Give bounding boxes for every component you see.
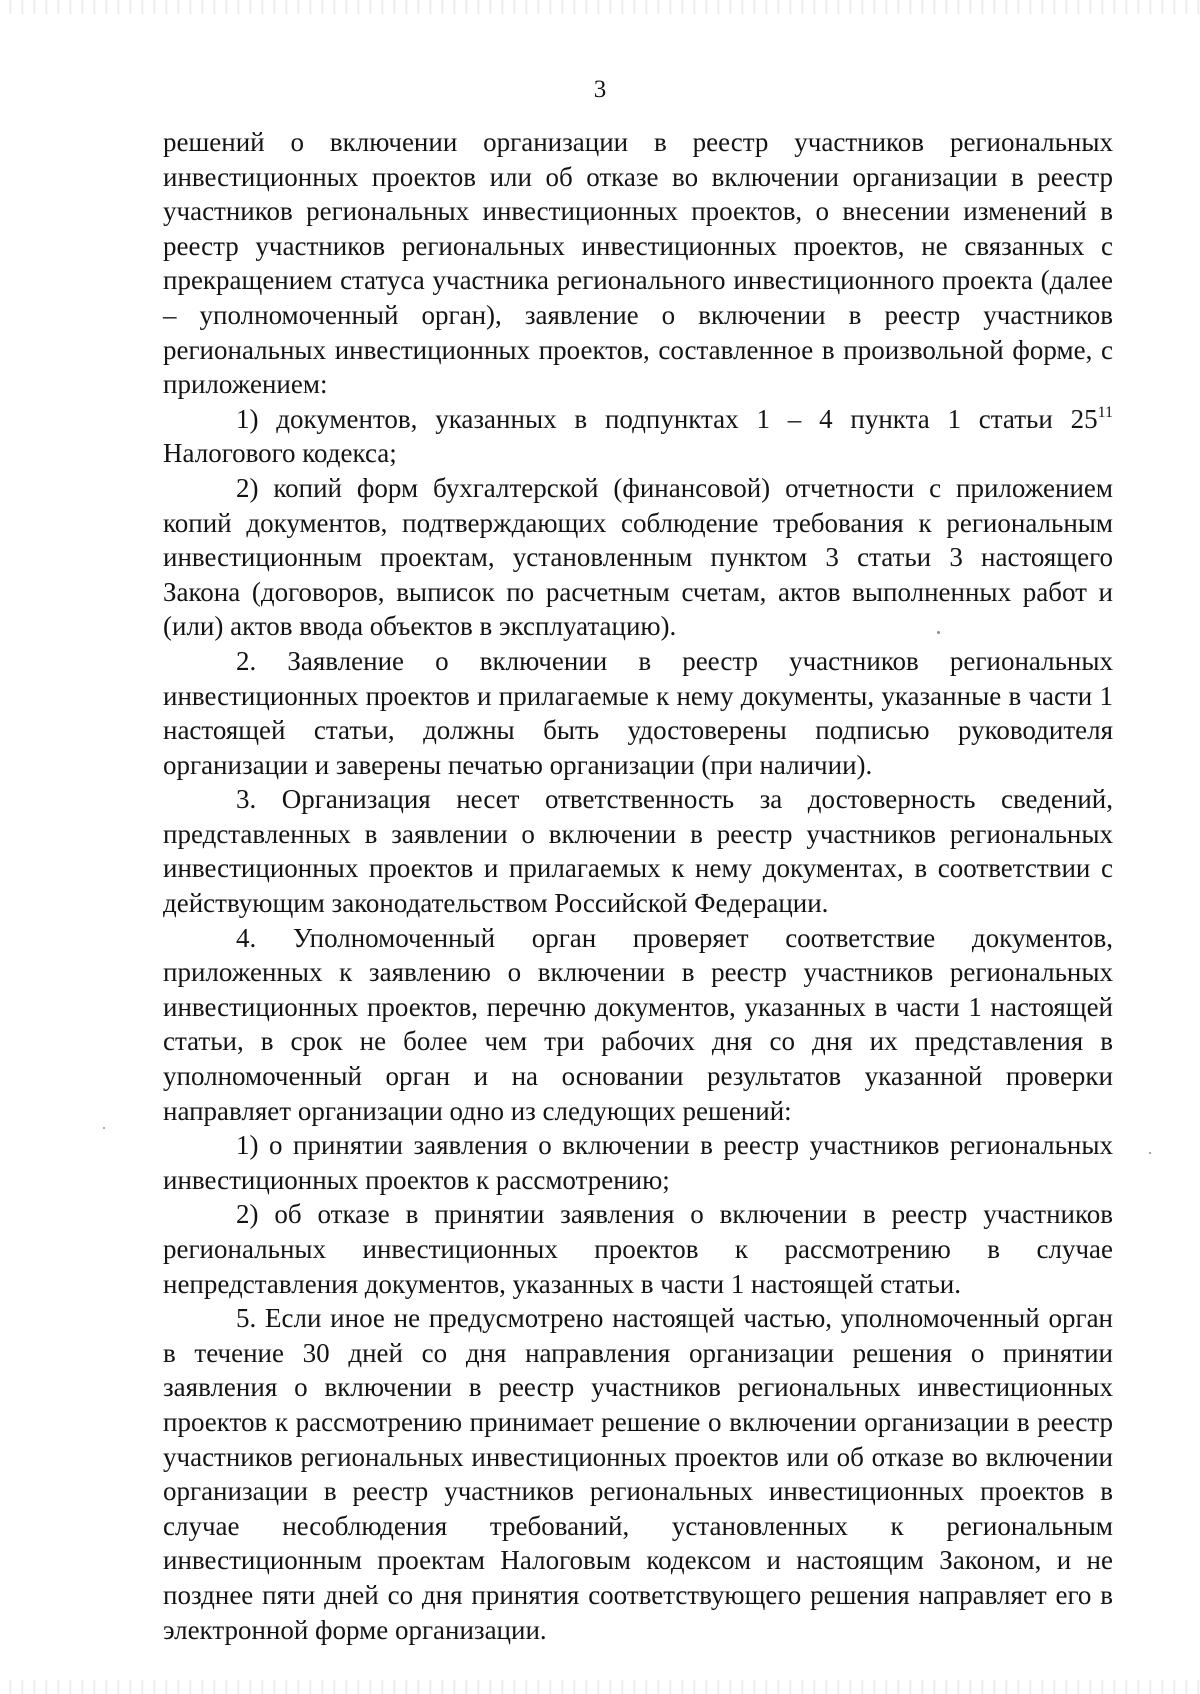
article-superscript: 11 — [1097, 403, 1113, 421]
paragraph-item-1-text: 1) документов, указанных в подпунктах 1 – 4 пункта 1 статьи 25 — [236, 403, 1098, 434]
paragraph-item-1-tail: Налогового кодекса; — [163, 438, 397, 469]
paragraph-continuation: решений о включении организации в реестр участников региональных инвестиционных проектов или об отказе во включении организации в реестр участников региональных инвестиционных проектов, о внесении изменений в реестр участников региональных инвестиционных проектов, не связанных с прекращением статуса участника регионального инвестиционного проекта (далее – уполномоченный орган), заявление о включении в реестр участников региональных инвестиционных проектов, составленное в произвольной форме, с приложением: — [163, 127, 1113, 400]
paragraph-section-5: 5. Если иное не предусмотрено настоящей частью, уполномоченный орган в течение 30 дней со дня направления организации решения о принятии заявления о включении в реестр участников региональных инвестиционных проектов к рассмотрению принимает решение о включении организации в реестр участников региональных инвестиционных проектов или об отказе во включении организации в реестр участников региональных инвестиционных проектов в случае несоблюдения требований, установленных к региональным инвестиционным проектам Налоговым кодексом и настоящим Законом, и не позднее пяти дней со дня принятия соответствующего решения направляет его в электронной форме организации. — [163, 1303, 1113, 1645]
scan-edge-top — [0, 0, 1200, 14]
paragraph-item-1-documents — [163, 402, 1113, 471]
paragraph-section-3: 3. Организация несет ответственность за достоверность сведений, представленных в заявлении о включении в реестр участников региональных инвестиционных проектов и прилагаемых к нему документах, в соответствии с действующим законодательством Российской Федерации. — [163, 784, 1113, 919]
scan-speck — [1149, 1152, 1151, 1154]
document-body — [163, 125, 1113, 1647]
paragraph-item-2-reports: 2) копий форм бухгалтерской (финансовой) отчетности с приложением копий документов, подтверждающих соблюдение требования к региональным инвестиционным проектам, установленным пунктом 3 статьи 3 настоящего Закона (договоров, выписок по расчетным счетам, актов выполненных работ и (или) актов ввода объектов в эксплуатацию). — [163, 472, 1113, 642]
scan-speck — [103, 1127, 105, 1129]
paragraph-section-4: 4. Уполномоченный орган проверяет соответствие документов, приложенных к заявлению о включении в реестр участников региональных инвестиционных проектов, перечню документов, указанных в части 1 настоящей статьи, в срок не более чем три рабочих дня со дня их представления в уполномоченный орган и на основании результатов указанной проверки направляет организации одно из следующих решений: — [163, 922, 1113, 1126]
scan-edge-bottom — [0, 1680, 1200, 1694]
page-number: 3 — [593, 76, 607, 103]
scan-speck — [937, 631, 940, 634]
paragraph-decision-accept: 1) о принятии заявления о включении в реестр участников региональных инвестиционных проектов к рассмотрению; — [163, 1130, 1113, 1195]
paragraph-decision-refuse: 2) об отказе в принятии заявления о включении в реестр участников региональных инвестиционных проектов к рассмотрению в случае непредставления документов, указанных в части 1 настоящей статьи. — [163, 1199, 1113, 1299]
paragraph-section-2: 2. Заявление о включении в реестр участников региональных инвестиционных проектов и прилагаемые к нему документы, указанные в части 1 настоящей статьи, должны быть удостоверены подписью руководителя организации и заверены печатью организации (при наличии). — [163, 645, 1113, 780]
